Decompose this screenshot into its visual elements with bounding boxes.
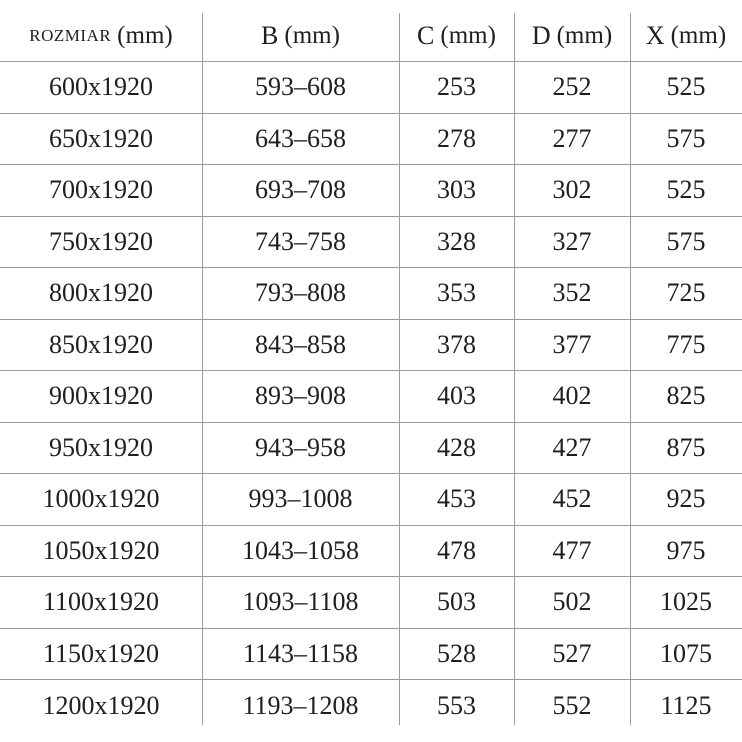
table-cell-c: 278 <box>437 123 476 153</box>
table-cell-d: 527 <box>552 638 592 668</box>
table-cell-x: 1125 <box>660 690 712 720</box>
table-cell-d: 402 <box>552 381 592 411</box>
table-cell-b: 1193–1208 <box>242 690 359 720</box>
table-cell-x: 1025 <box>660 587 712 617</box>
table-cell-rozmiar: 1100x1920 <box>42 587 160 617</box>
table-cell-b: 993–1008 <box>248 484 353 514</box>
column-header-unit: (mm) <box>556 21 613 49</box>
table-cell-x: 525 <box>666 175 706 205</box>
column-divider <box>399 13 400 725</box>
table-cell-x: 575 <box>666 226 706 256</box>
table-cell-rozmiar: 850x1920 <box>49 329 153 359</box>
table-cell-c: 353 <box>437 278 476 308</box>
column-header-c <box>399 10 514 61</box>
table-cell-c: 503 <box>437 587 476 617</box>
column-header-unit: (mm) <box>117 21 173 49</box>
column-header-unit: (mm) <box>284 21 340 49</box>
table-cell-x: 525 <box>666 72 706 102</box>
table-cell-b: 943–958 <box>255 432 346 462</box>
table-cell-x: 575 <box>666 123 706 153</box>
table-cell-x: 775 <box>666 329 706 359</box>
table-cell-d: 377 <box>552 329 592 359</box>
column-divider <box>630 13 631 725</box>
table-cell-x: 1075 <box>660 638 712 668</box>
table-cell-rozmiar: 1050x1920 <box>42 535 160 565</box>
table-cell-b: 1043–1058 <box>242 535 359 565</box>
table-cell-c: 428 <box>437 432 476 462</box>
table-cell-x: 725 <box>666 278 706 308</box>
column-header-rozmiar <box>0 10 202 61</box>
table-cell-d: 552 <box>552 690 592 720</box>
table-cell-d: 477 <box>552 535 592 565</box>
column-divider <box>514 13 515 725</box>
table-cell-rozmiar: 650x1920 <box>49 123 153 153</box>
table-cell-rozmiar: 1200x1920 <box>42 690 160 720</box>
column-header-unit: (mm) <box>670 21 727 49</box>
table-cell-c: 378 <box>437 329 476 359</box>
table-cell-c: 303 <box>437 175 476 205</box>
table-cell-b: 1093–1108 <box>242 587 359 617</box>
table-cell-b: 593–608 <box>255 72 346 102</box>
column-header-b <box>202 10 399 61</box>
column-header-label: D <box>531 20 551 50</box>
table-cell-c: 253 <box>437 72 476 102</box>
column-header-x <box>630 10 742 61</box>
column-header-label: X <box>645 20 665 50</box>
table-cell-c: 478 <box>437 535 476 565</box>
table-cell-d: 427 <box>552 432 592 462</box>
table-cell-d: 502 <box>552 587 592 617</box>
table-cell-b: 793–808 <box>255 278 346 308</box>
table-cell-d: 352 <box>552 278 592 308</box>
table-cell-rozmiar: 900x1920 <box>49 381 153 411</box>
column-header-unit: (mm) <box>440 21 496 49</box>
table-cell-c: 403 <box>437 381 476 411</box>
table-cell-rozmiar: 950x1920 <box>49 432 153 462</box>
table-cell-x: 925 <box>666 484 706 514</box>
table-cell-x: 825 <box>666 381 706 411</box>
table-cell-b: 843–858 <box>255 329 346 359</box>
table-cell-rozmiar: 1000x1920 <box>42 484 160 514</box>
table-cell-c: 553 <box>437 690 476 720</box>
table-cell-b: 643–658 <box>255 123 346 153</box>
table-cell-b: 693–708 <box>255 175 346 205</box>
table-cell-rozmiar: 800x1920 <box>49 278 153 308</box>
table-cell-d: 302 <box>552 175 592 205</box>
table-cell-x: 975 <box>666 535 706 565</box>
table-cell-rozmiar: 1150x1920 <box>42 638 160 668</box>
table-cell-d: 252 <box>552 72 592 102</box>
table-cell-d: 452 <box>552 484 592 514</box>
column-divider <box>202 13 203 725</box>
column-header-label: B <box>261 20 279 50</box>
table-cell-b: 1143–1158 <box>242 638 359 668</box>
table-cell-rozmiar: 750x1920 <box>49 226 153 256</box>
table-cell-c: 328 <box>437 226 476 256</box>
table-cell-rozmiar: 700x1920 <box>49 175 153 205</box>
table-cell-b: 893–908 <box>255 381 346 411</box>
table-cell-d: 277 <box>552 123 592 153</box>
table-cell-x: 875 <box>666 432 706 462</box>
column-header-label: ROZMIAR <box>29 25 112 45</box>
table-cell-rozmiar: 600x1920 <box>49 72 153 102</box>
table-cell-c: 528 <box>437 638 476 668</box>
table-cell-c: 453 <box>437 484 476 514</box>
table-cell-d: 327 <box>552 226 592 256</box>
table-cell-b: 743–758 <box>255 226 346 256</box>
column-header-d <box>514 10 630 61</box>
column-header-label: C <box>417 20 435 50</box>
